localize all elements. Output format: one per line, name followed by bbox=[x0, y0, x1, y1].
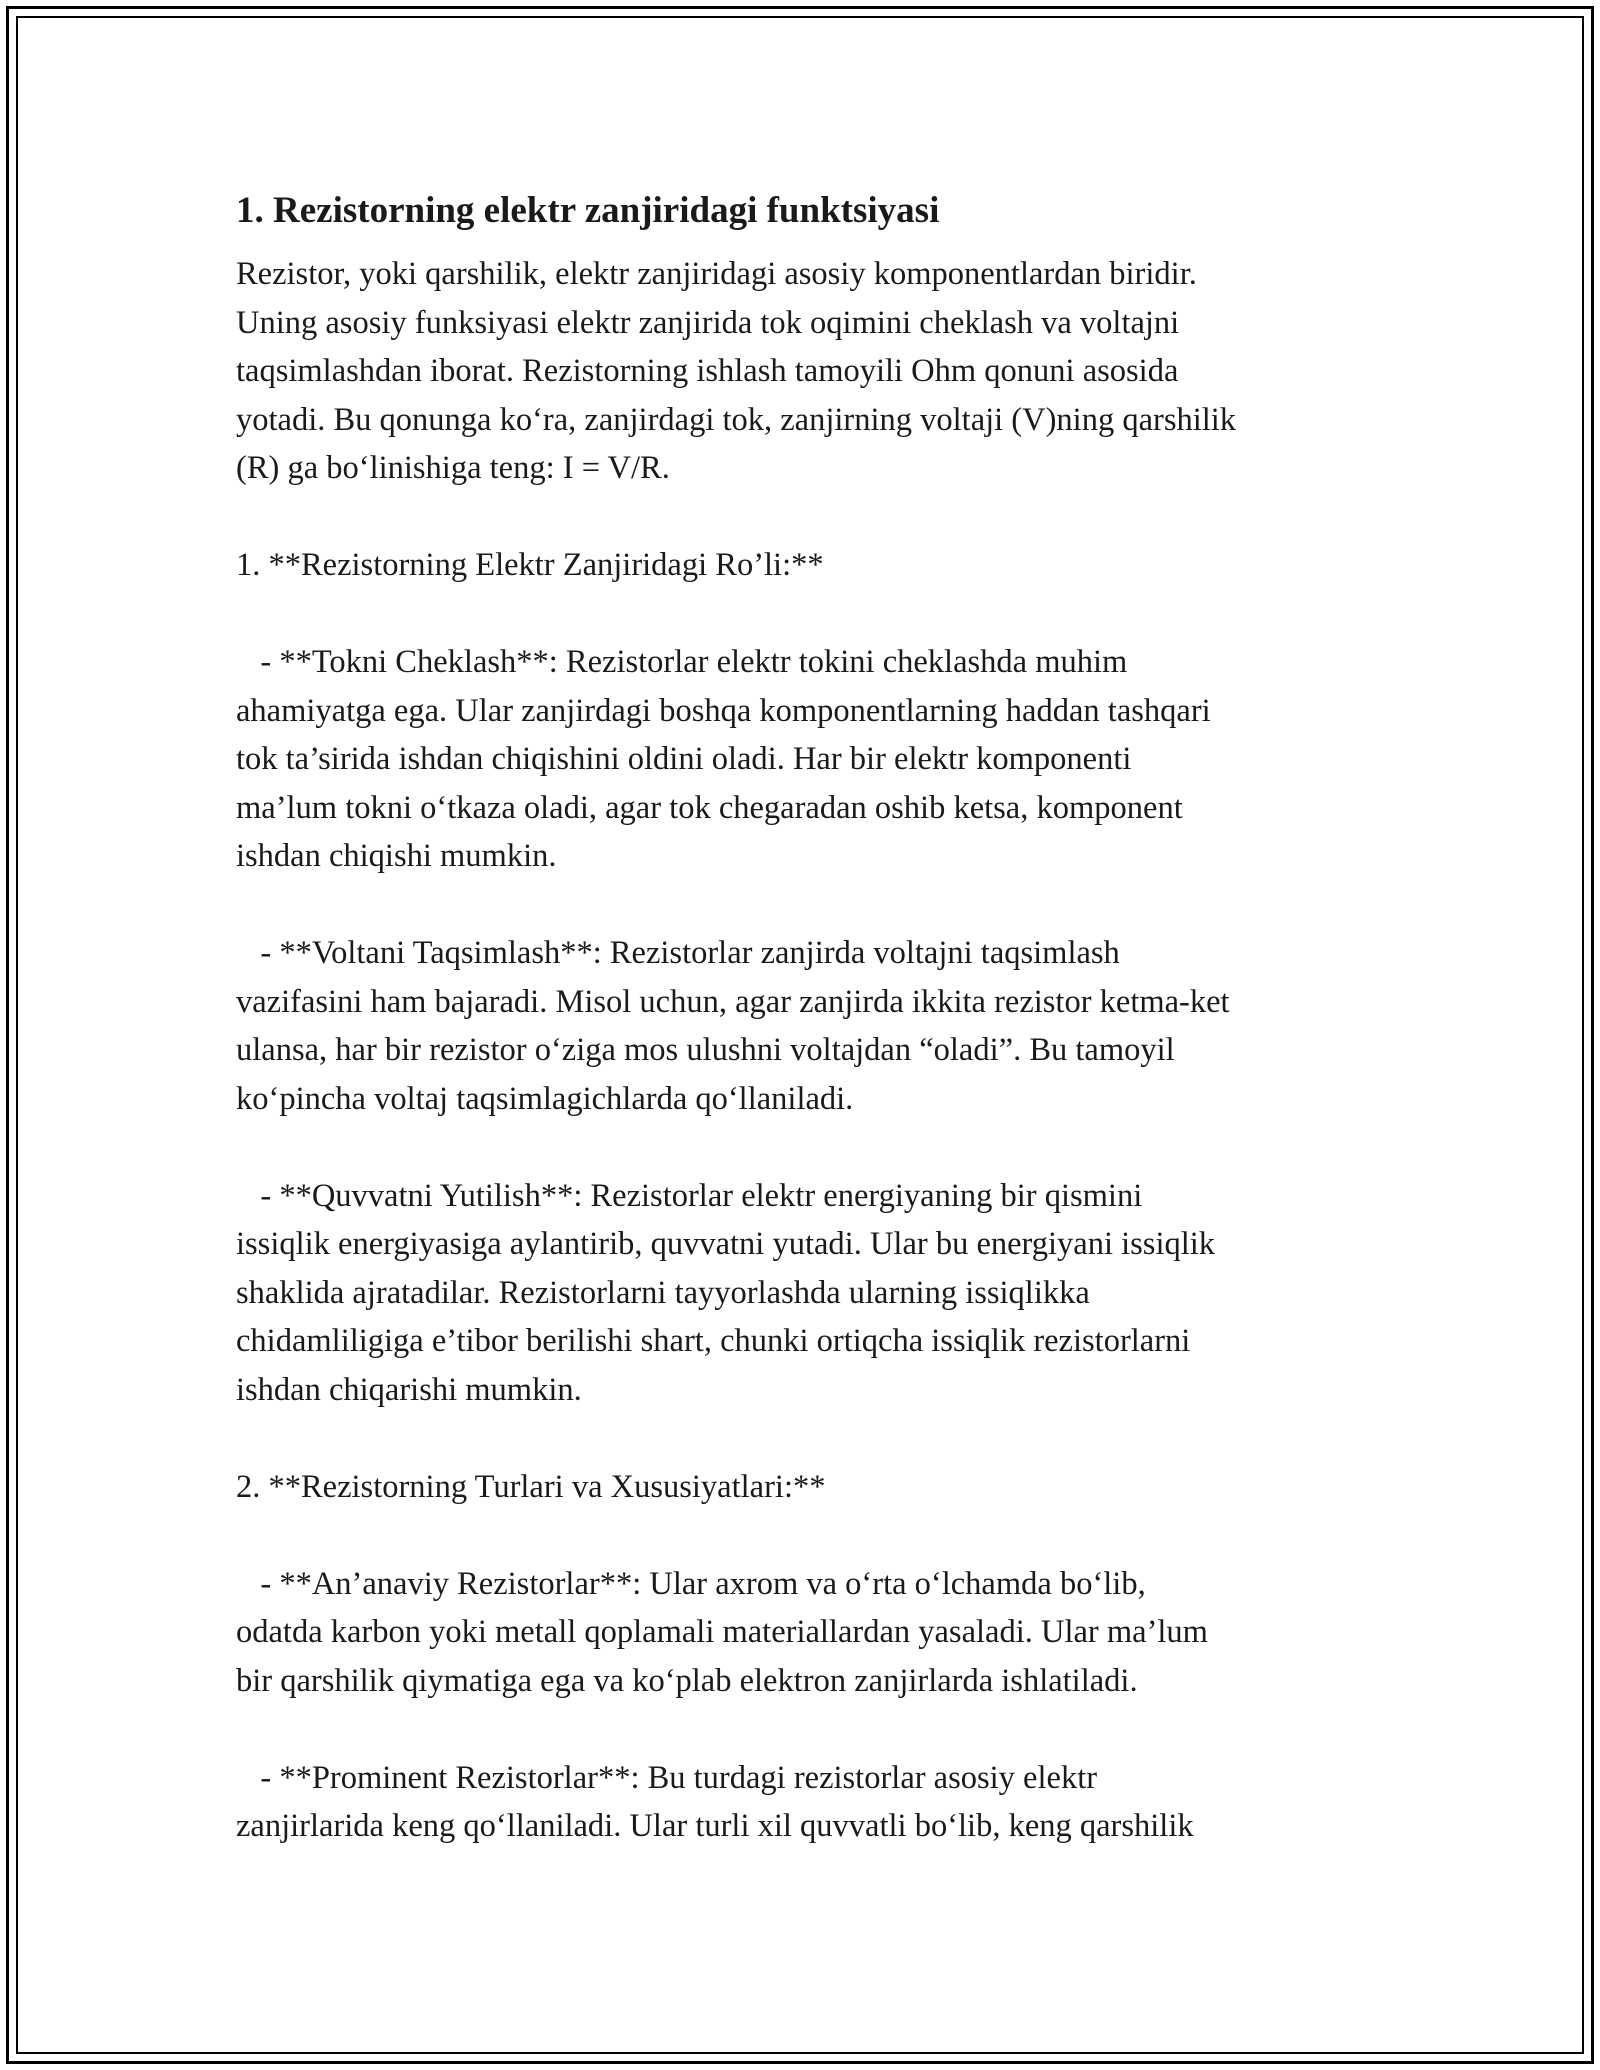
text-line: chidamliligiga e’tibor berilishi shart, chunki ortiqcha issiqlik rezistorlarni bbox=[236, 1323, 1191, 1359]
text-line: 1. **Rezistorning Elektr Zanjiridagi Ro’li:** bbox=[236, 547, 824, 583]
text-line: 2. **Rezistorning Turlari va Xususiyatlari:** bbox=[236, 1468, 826, 1505]
text-line: tok ta’sirida ishdan chiqishini oldini oladi. Har bir elektr komponenti bbox=[236, 741, 1132, 777]
paragraph bbox=[236, 638, 1386, 881]
paragraph bbox=[236, 250, 1386, 493]
section-heading: 1. Rezistorning elektr zanjiridagi funktsiyasi bbox=[236, 190, 940, 231]
paragraph bbox=[236, 929, 1386, 1123]
text-line: yotadi. Bu qonunga ko‘ra, zanjirdagi tok, zanjirning voltaji (V)ning qarshilik bbox=[236, 401, 1237, 438]
text-line: - **Quvvatni Yutilish**: Rezistorlar elektr energiyaning bir qismini bbox=[236, 1177, 1143, 1214]
paragraph bbox=[236, 541, 1386, 590]
paragraph bbox=[236, 1560, 1386, 1706]
text-line: ulansa, har bir rezistor o‘ziga mos ulushni voltajdan “oladi”. Bu tamoyil bbox=[236, 1032, 1175, 1068]
text-line: issiqlik energiyasiga aylantirib, quvvatni yutadi. Ular bu energiyani issiqlik bbox=[236, 1226, 1216, 1262]
text-line: ishdan chiqishi mumkin. bbox=[236, 838, 557, 874]
text-line: Rezistor, yoki qarshilik, elektr zanjiridagi asosiy komponentlardan biridir. bbox=[236, 256, 1197, 292]
text-line: (R) ga bo‘linishiga teng: I = V/R. bbox=[236, 450, 670, 486]
text-line: zanjirlarida keng qo‘llaniladi. Ular turli xil quvvatli bo‘lib, keng qarshilik bbox=[236, 1808, 1194, 1844]
text-line: - **Prominent Rezistorlar**: Bu turdagi rezistorlar asosiy elektr bbox=[236, 1759, 1098, 1796]
text-line: odatda karbon yoki metall qoplamali materiallardan yasaladi. Ular ma’lum bbox=[236, 1614, 1208, 1650]
text-line: vazifasini ham bajaradi. Misol uchun, agar zanjirda ikkita rezistor ketma-ket bbox=[236, 983, 1230, 1020]
document-body bbox=[236, 186, 1386, 1851]
text-line: Uning asosiy funksiyasi elektr zanjirida tok oqimini cheklash va voltajni bbox=[236, 304, 1180, 341]
paragraph bbox=[236, 1463, 1386, 1512]
text-line: - **Tokni Cheklash**: Rezistorlar elektr tokini cheklashda muhim bbox=[236, 644, 1128, 680]
text-line: - **An’anaviy Rezistorlar**: Ular axrom va o‘rta o‘lchamda bo‘lib, bbox=[236, 1565, 1146, 1602]
text-line: ahamiyatga ega. Ular zanjirdagi boshqa komponentlarning haddan tashqari bbox=[236, 692, 1211, 729]
paragraph bbox=[236, 1754, 1386, 1851]
text-line: - **Voltani Taqsimlash**: Rezistorlar zanjirda voltajni taqsimlash bbox=[236, 935, 1120, 971]
text-line: bir qarshilik qiymatiga ega va ko‘plab elektron zanjirlarda ishlatiladi. bbox=[236, 1662, 1138, 1699]
text-line: ma’lum tokni o‘tkaza oladi, agar tok chegaradan oshib ketsa, komponent bbox=[236, 789, 1183, 826]
paragraph bbox=[236, 1172, 1386, 1415]
text-line: taqsimlashdan iborat. Rezistorning ishlash tamoyili Ohm qonuni asosida bbox=[236, 353, 1179, 389]
paragraphs-container bbox=[236, 250, 1386, 1851]
text-line: shaklida ajratadilar. Rezistorlarni tayyorlashda ularning issiqlikka bbox=[236, 1274, 1090, 1311]
text-line: ishdan chiqarishi mumkin. bbox=[236, 1371, 582, 1408]
text-line: ko‘pincha voltaj taqsimlagichlarda qo‘llaniladi. bbox=[236, 1080, 854, 1117]
